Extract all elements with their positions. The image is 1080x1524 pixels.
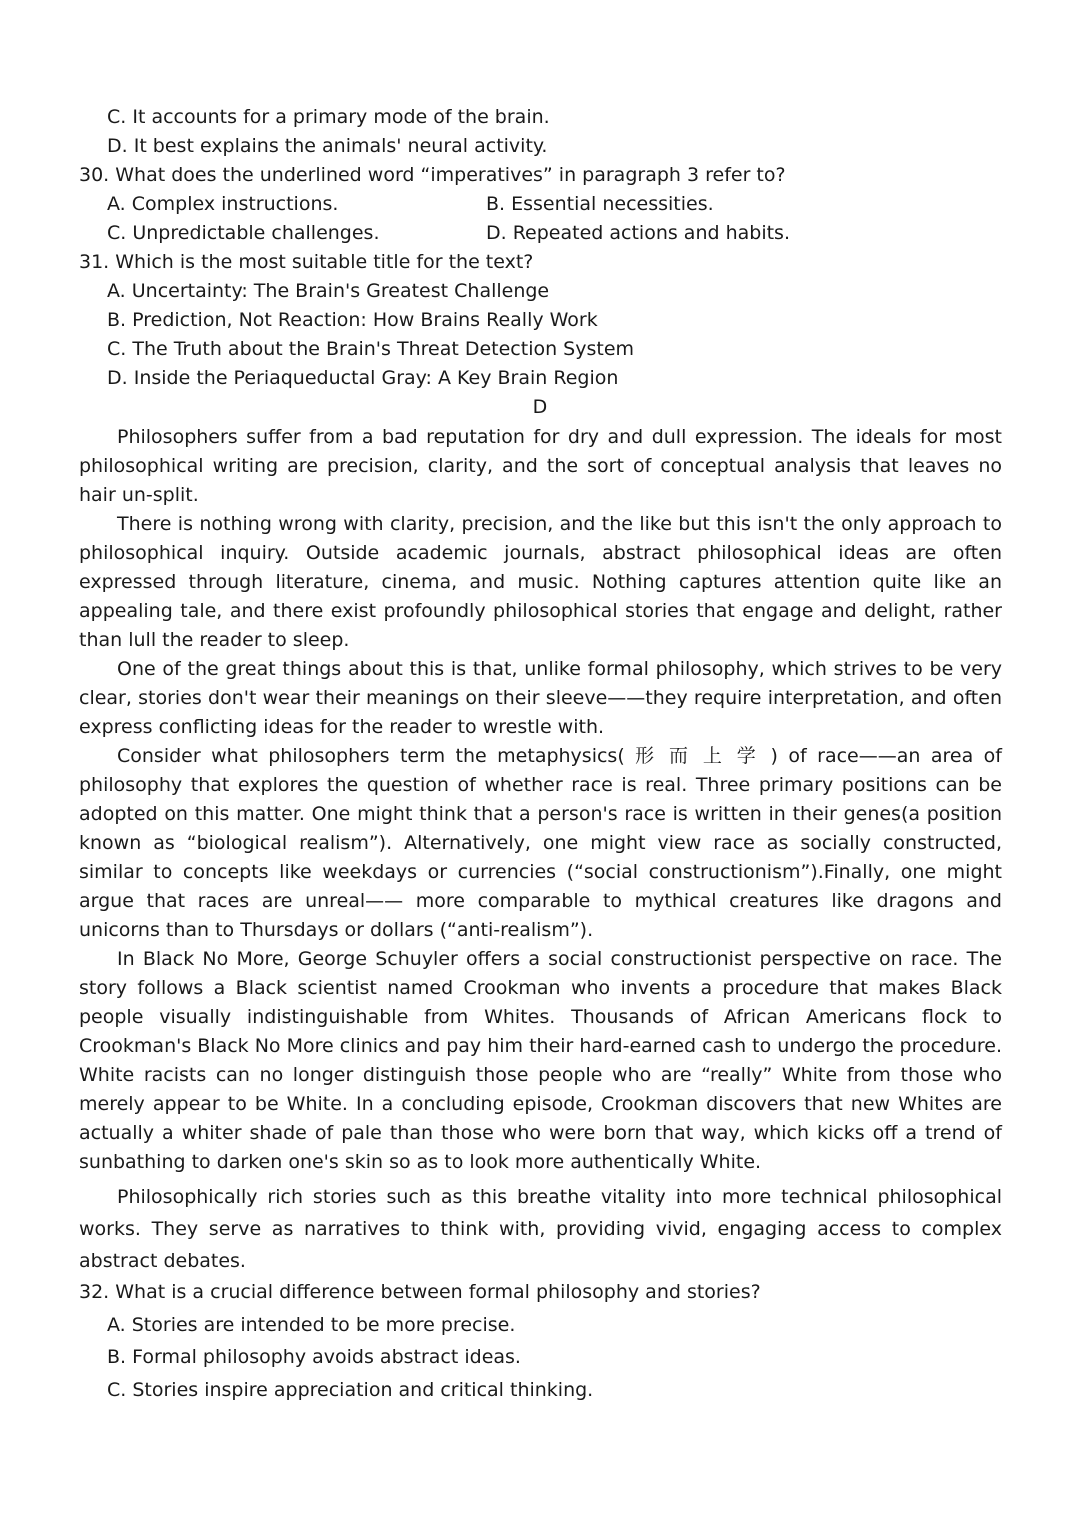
- section-label: D: [532, 396, 548, 418]
- q30-question: 30. What does the underlined word “imperatives” in paragraph 3 refer to?: [79, 164, 786, 186]
- passage-paragraph-4: Consider what philosophers term the metaphysics( 形 而 上 学 ) of race——an area of philosophy that explores the question of whether race is real. Three primary positions can be adopted on this matter. One might think that a person's race is written in their genes(a position known as “biological realism”). Alternatively, one might view race as socially constructed, similar to concepts like weekdays or currencies (“social constructionism”).Finally, one might argue that races are unreal—— more comparable to mythical creatures like dragons and unicorns than to Thursdays or dollars (“anti-realism”).: [79, 745, 1002, 941]
- q30-option-a: A. Complex instructions.: [107, 193, 339, 215]
- q31-option-d: D. Inside the Periaqueductal Gray: A Key Brain Region: [107, 367, 619, 389]
- q29-option-c: C. It accounts for a primary mode of the brain.: [107, 106, 550, 128]
- passage-paragraph-6: Philosophically rich stories such as this breathe vitality into more technical philosophical works. They serve as narratives to think with, providing vivid, engaging access to complex abstract debates.: [79, 1186, 1002, 1272]
- q30-option-c: C. Unpredictable challenges.: [107, 222, 380, 244]
- passage-paragraph-1: Philosophers suffer from a bad reputation for dry and dull expression. The ideals for most philosophical writing are precision, clarity, and the sort of conceptual analysis that leaves no hair un-split.: [79, 426, 1002, 506]
- q32-option-a: A. Stories are intended to be more precise.: [107, 1314, 516, 1336]
- q32-question: 32. What is a crucial difference between formal philosophy and stories?: [79, 1281, 761, 1303]
- q30-option-d: D. Repeated actions and habits.: [486, 222, 790, 244]
- passage-paragraph-2: There is nothing wrong with clarity, precision, and the like but this isn't the only approach to philosophical inquiry. Outside academic journals, abstract philosophical ideas are often expressed through literature, cinema, and music. Nothing captures attention quite like an appealing tale, and there exist profoundly philosophical stories that engage and delight, rather than lull the reader to sleep.: [79, 513, 1002, 651]
- q30-option-b: B. Essential necessities.: [486, 193, 714, 215]
- q31-option-b: B. Prediction, Not Reaction: How Brains Really Work: [107, 309, 598, 331]
- q32-option-c: C. Stories inspire appreciation and critical thinking.: [107, 1379, 594, 1401]
- q32-option-b: B. Formal philosophy avoids abstract ideas.: [107, 1346, 521, 1368]
- passage-paragraph-3: One of the great things about this is that, unlike formal philosophy, which strives to be very clear, stories don't wear their meanings on their sleeve——they require interpretation, and often express conflicting ideas for the reader to wrestle with.: [79, 658, 1002, 738]
- q29-option-d: D. It best explains the animals' neural activity.: [107, 135, 548, 157]
- q31-question: 31. Which is the most suitable title for the text?: [79, 251, 534, 273]
- q31-option-a: A. Uncertainty: The Brain's Greatest Challenge: [107, 280, 550, 302]
- q31-option-c: C. The Truth about the Brain's Threat Detection System: [107, 338, 635, 360]
- passage-paragraph-5: In Black No More, George Schuyler offers a social constructionist perspective on race. The story follows a Black scientist named Crookman who invents a procedure that makes Black people visually indistinguishable from Whites. Thousands of African Americans flock to Crookman's Black No More clinics and pay him their hard-earned cash to undergo the procedure. White racists can no longer distinguish those people who are “really” White from those who merely appear to be White. In a concluding episode, Crookman discovers that new Whites are actually a whiter shade of pale than those who were born that way, which kicks off a trend of sunbathing to darken one's skin so as to look more authentically White.: [79, 948, 1002, 1173]
